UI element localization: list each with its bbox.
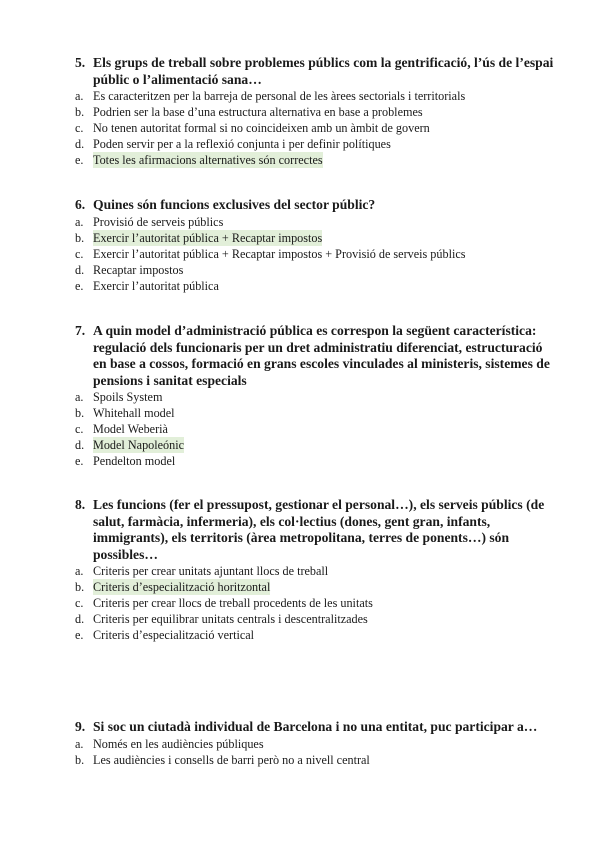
option-d-correct [75, 437, 555, 453]
question-heading [75, 323, 555, 389]
option-letter: c. [75, 596, 84, 610]
option-text: Exercir l’autoritat pública + Recaptar impostos + Provisió de serveis públics [93, 246, 466, 261]
option-text: Es caracteritzen per la barreja de personal de les àrees sectorials i territorials [93, 89, 466, 103]
option-text: Pendelton model [93, 454, 176, 468]
option-letter: b. [75, 752, 85, 767]
question-text: Els grups de treball sobre problemes públics com la gentrificació, l’ús de l’espai públic o l’alimentació sana… [93, 55, 554, 87]
question-text: Si soc un ciutadà individual de Barcelona i no una entitat, puc participar a… [93, 719, 538, 734]
option-letter: a. [75, 214, 84, 229]
option-text: Criteris per crear unitats ajuntant llocs de treball [93, 564, 329, 578]
option-a [75, 563, 555, 579]
option-d [75, 262, 555, 278]
option-letter: e. [75, 628, 84, 642]
option-a [75, 389, 555, 405]
option-c [75, 120, 555, 136]
option-b-correct [75, 230, 555, 246]
option-text: Spoils System [93, 390, 163, 404]
question-heading [75, 197, 555, 214]
option-letter: c. [75, 246, 84, 261]
option-text: Model Weberià [93, 422, 168, 436]
question-text: Les funcions (fer el pressupost, gestionar el personal…), els serveis públics (de salut, farmàcia, infermeria), els col·lectius (dones, gent gran, infants, immigrants), els territoris (àrea metropolitana, terres de ponents…) són possibles… [93, 497, 545, 562]
option-letter: d. [75, 438, 85, 452]
option-letter: e. [75, 278, 84, 293]
option-text: Provisió de serveis públics [93, 214, 224, 229]
option-letter: d. [75, 137, 85, 151]
option-letter: c. [75, 422, 84, 436]
option-text: Whitehall model [93, 406, 175, 420]
option-e-correct [75, 152, 555, 168]
option-text: Podrien ser la base d’una estructura alternativa en base a problemes [93, 105, 423, 119]
option-b [75, 104, 555, 120]
option-d [75, 611, 555, 627]
option-e [75, 278, 555, 294]
question-7 [75, 323, 555, 469]
option-a [75, 88, 555, 104]
option-a [75, 214, 555, 230]
option-text: Les audiències i consells de barri però no a nivell central [93, 752, 370, 767]
option-text: Poden servir per a la reflexió conjunta i per definir polítiques [93, 137, 391, 151]
question-heading [75, 719, 555, 736]
option-letter: b. [75, 105, 85, 119]
question-9 [75, 719, 555, 768]
option-text: No tenen autoritat formal si no coincideixen amb un àmbit de govern [93, 121, 430, 135]
option-c [75, 246, 555, 262]
option-letter: e. [75, 454, 84, 468]
option-text: Exercir l’autoritat pública [93, 278, 219, 293]
option-e [75, 627, 555, 643]
option-letter: d. [75, 612, 85, 626]
option-letter: b. [75, 580, 85, 594]
question-number: 6. [75, 197, 86, 212]
option-e [75, 453, 555, 469]
option-letter: a. [75, 89, 84, 103]
option-letter: e. [75, 153, 84, 167]
question-number: 5. [75, 55, 86, 70]
option-letter: a. [75, 564, 84, 578]
question-text: Quines són funcions exclusives del sector públic? [93, 197, 376, 212]
option-letter: c. [75, 121, 84, 135]
option-text-highlighted: Criteris d’especialització horitzontal [93, 580, 271, 594]
question-heading [75, 497, 555, 563]
question-number: 8. [75, 497, 86, 512]
option-letter: b. [75, 230, 85, 245]
question-number: 7. [75, 323, 86, 338]
option-text: Només en les audiències públiques [93, 736, 264, 751]
option-text: Criteris per equilibrar unitats centrals i descentralitzades [93, 612, 368, 626]
question-5 [75, 55, 555, 168]
question-8 [75, 497, 555, 643]
option-a [75, 736, 555, 752]
option-b-correct [75, 579, 555, 595]
option-letter: a. [75, 736, 84, 751]
option-text-highlighted: Totes les afirmacions alternatives són correctes [93, 153, 323, 167]
option-c [75, 421, 555, 437]
question-number: 9. [75, 719, 86, 734]
option-b [75, 405, 555, 421]
option-c [75, 595, 555, 611]
option-text-highlighted: Model Napoleónic [93, 438, 185, 452]
option-letter: b. [75, 406, 85, 420]
option-d [75, 136, 555, 152]
option-text: Recaptar impostos [93, 262, 184, 277]
option-text-highlighted: Exercir l’autoritat pública + Recaptar impostos [93, 230, 323, 245]
option-text: Criteris per crear llocs de treball procedents de les unitats [93, 596, 373, 610]
option-text: Criteris d’especialització vertical [93, 628, 255, 642]
option-letter: d. [75, 262, 85, 277]
question-heading [75, 55, 555, 88]
question-6 [75, 197, 555, 294]
option-b [75, 752, 555, 768]
option-letter: a. [75, 390, 84, 404]
question-text: A quin model d’administració pública es correspon la següent característica: regulació dels funcionaris per un dret administratiu diferenciat, estructuració en base a cossos, formació en grans escoles vinculades al ministeris, sistemes de pensions i sanitat especials [93, 323, 550, 388]
